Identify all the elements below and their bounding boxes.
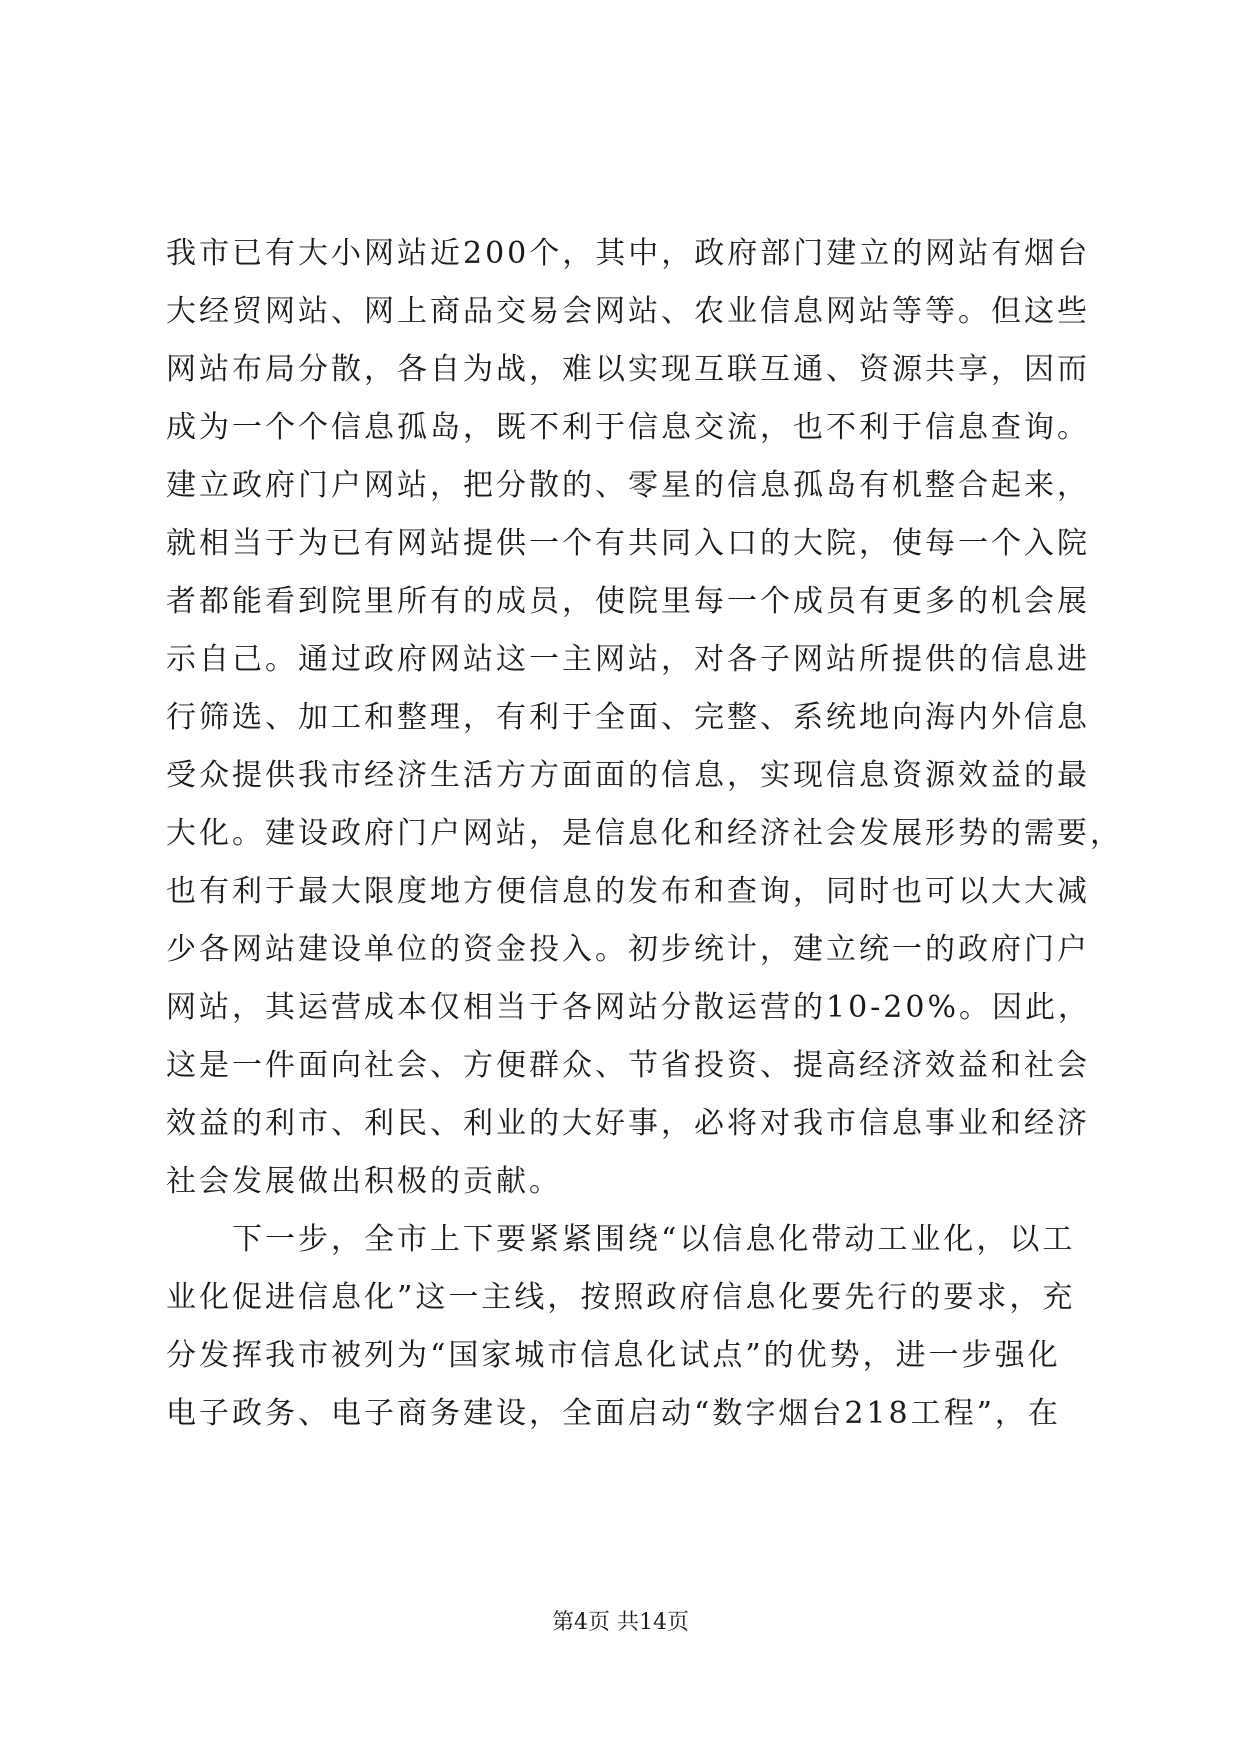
text-line: 行筛选、加工和整理，有利于全面、完整、系统地向海内外信息 bbox=[166, 700, 1090, 735]
text-line: 电子政务、电子商务建设，全面启动“数字烟台218工程”，在 bbox=[166, 1396, 1061, 1431]
text-line: 网站，其运营成本仅相当于各网站分散运营的10-20%。因此， bbox=[166, 990, 1091, 1025]
text-line: 效益的利市、利民、利业的大好事，必将对我市信息事业和经济 bbox=[166, 1106, 1090, 1141]
text-line: 就相当于为已有网站提供一个有共同入口的大院，使每一个入院 bbox=[166, 526, 1090, 561]
text-line: 受众提供我市经济生活方方面面的信息，实现信息资源效益的最 bbox=[166, 758, 1090, 793]
text-line: 大经贸网站、网上商品交易会网站、农业信息网站等等。但这些 bbox=[166, 294, 1090, 329]
text-line: 分发挥我市被列为“国家城市信息化试点”的优势，进一步强化 bbox=[166, 1338, 1061, 1373]
text-line: 建立政府门户网站，把分散的、零星的信息孤岛有机整合起来， bbox=[166, 468, 1090, 503]
text-line: 业化促进信息化”这一主线，按照政府信息化要先行的要求，充 bbox=[166, 1280, 1076, 1315]
text-line: 网站布局分散，各自为战，难以实现互联互通、资源共享，因而 bbox=[166, 352, 1090, 387]
text-line: 示自己。通过政府网站这一主网站，对各子网站所提供的信息进 bbox=[166, 642, 1090, 677]
text-line: 成为一个个信息孤岛，既不利于信息交流，也不利于信息查询。 bbox=[166, 410, 1090, 445]
text-line: 少各网站建设单位的资金投入。初步统计，建立统一的政府门户 bbox=[166, 932, 1090, 967]
page-number-footer: 第4页 共14页 bbox=[552, 1610, 689, 1635]
text-line: 这是一件面向社会、方便群众、节省投资、提高经济效益和社会 bbox=[166, 1048, 1090, 1083]
text-line: 大化。建设政府门户网站，是信息化和经济社会发展形势的需要， bbox=[166, 816, 1123, 851]
text-line: 社会发展做出积极的贡献。 bbox=[166, 1164, 562, 1199]
text-line: 也有利于最大限度地方便信息的发布和查询，同时也可以大大减 bbox=[166, 874, 1090, 909]
text-line-indented: 下一步，全市上下要紧紧围绕“以信息化带动工业化，以工 bbox=[232, 1222, 1076, 1257]
text-line: 者都能看到院里所有的成员，使院里每一个成员有更多的机会展 bbox=[166, 584, 1090, 619]
text-line: 我市已有大小网站近200个，其中，政府部门建立的网站有烟台 bbox=[166, 236, 1091, 271]
